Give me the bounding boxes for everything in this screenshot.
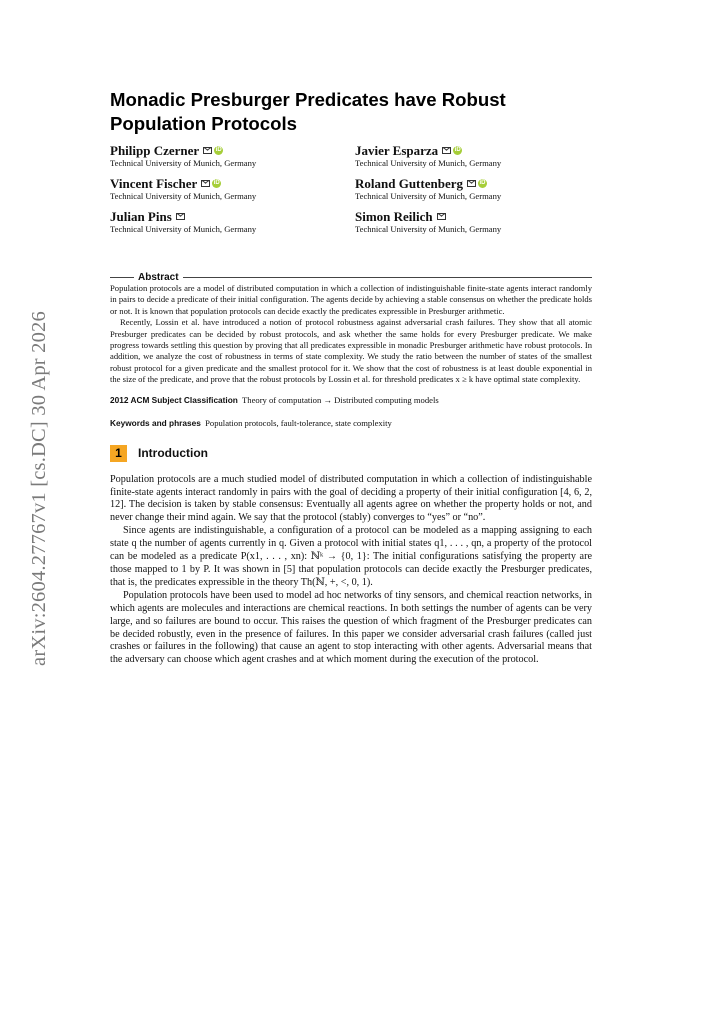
author-name: Philipp Czerner xyxy=(110,143,200,158)
author-name: Vincent Fischer xyxy=(110,176,198,191)
author-entry xyxy=(355,209,595,235)
author-affiliation: Technical University of Munich, Germany xyxy=(110,191,257,201)
acm-classification-label: 2012 ACM Subject Classification xyxy=(110,394,238,405)
mail-icon[interactable] xyxy=(437,213,446,220)
divider xyxy=(110,277,134,278)
abstract xyxy=(110,283,592,386)
author-entry xyxy=(355,176,595,202)
abstract-heading-text: Abstract xyxy=(138,271,179,283)
author-name: Julian Pins xyxy=(110,209,172,224)
author-entry xyxy=(110,209,350,235)
author-name: Javier Esparza xyxy=(355,143,439,158)
keywords-label: Keywords and phrases xyxy=(110,417,201,428)
divider xyxy=(183,277,592,278)
section-heading xyxy=(110,445,592,462)
acm-classification xyxy=(110,395,592,406)
orcid-icon[interactable]: iD xyxy=(479,180,486,186)
author-entry xyxy=(110,143,350,169)
paper-page xyxy=(110,88,592,667)
mail-icon[interactable] xyxy=(442,147,451,154)
arxiv-identifier xyxy=(19,288,59,688)
keywords xyxy=(110,418,592,429)
body-text xyxy=(110,474,592,668)
acm-classification-value: Theory of computation → Distributed computing models xyxy=(242,394,439,405)
abstract-heading xyxy=(110,271,592,283)
section-number: 1 xyxy=(110,445,127,462)
author-affiliation: Technical University of Munich, Germany xyxy=(110,224,257,234)
author-name: Simon Reilich xyxy=(355,209,433,224)
orcid-icon[interactable]: iD xyxy=(213,180,220,186)
section-title: Introduction xyxy=(138,446,208,461)
body-paragraph: Population protocols have been used to model ad hoc networks of tiny sensors, and chemical reaction networks, in which agents are molecules and interactions are chemical reactions. In both settings the number of agents can be very large, and so failures are bound to occur. This raises the question of which fragment of the Presburger predicates can be decided robustly, even in the presence of failures. In this paper we consider adversarial crash failures (called just crashes or failures in the following) that cause an agent to stop interacting with other agents. Adversarial means that the adversary can choose which agent crashes and at which moment during the execution of the protocol. xyxy=(110,589,592,666)
author-affiliation: Technical University of Munich, Germany xyxy=(355,158,502,168)
body-paragraph: Since agents are indistinguishable, a configuration of a protocol can be modeled as a mapping assigning to each state q the number of agents currently in q. Given a protocol with initial states q1, . . . , qn, a property of the protocol can be modeled as a predicate P(x1, . . . , xn): ℕᵏ → {0, 1}: The initial configurations satisfying the property are those mapped to 1 by P. It was shown in [5] that population protocols can decide exactly the Presburger predicates, that is, the predicates expressible in the theory Th(ℕ, +, <, 0, 1). xyxy=(110,525,592,588)
author-entry xyxy=(355,143,595,169)
author-affiliation: Technical University of Munich, Germany xyxy=(355,191,502,201)
body-paragraph: Population protocols are a much studied model of distributed computation in which a collection of indistinguishable finite-state agents interact randomly in pairs with the goal of deciding a property of their initial configuration [4, 6, 2, 12]. The decision is taken by stable consensus: Eventually all agents agree on whether the property holds or not, and never change their mind again. We say that the protocol (stably) converges to “yes” or “no”. xyxy=(110,473,592,524)
author-entry xyxy=(110,176,350,202)
mail-icon[interactable] xyxy=(201,180,210,187)
paper-title: Monadic Presburger Predicates have Robust Population Protocols xyxy=(110,89,506,134)
arxiv-identifier-text: arXiv:2604.27767v1 [cs.DC] 30 Apr 2026 xyxy=(27,310,50,666)
mail-icon[interactable] xyxy=(176,213,185,220)
author-list xyxy=(110,143,592,243)
author-name: Roland Guttenberg xyxy=(355,176,463,191)
orcid-icon[interactable]: iD xyxy=(454,147,461,153)
abstract-paragraph: Population protocols are a model of distributed computation in which a collection of indistinguishable finite-state agents interact randomly in pairs to decide a predicate of their initial configuration. The agents decide by achieving a stable consensus on whether the predicate holds or not. It is known that population protocols can decide exactly the predicates expressible in Presburger arithmetic. xyxy=(110,283,592,316)
author-affiliation: Technical University of Munich, Germany xyxy=(355,224,502,234)
keywords-value: Population protocols, fault-tolerance, state complexity xyxy=(205,417,392,428)
mail-icon[interactable] xyxy=(203,147,212,154)
abstract-paragraph: Recently, Lossin et al. have introduced a notion of protocol robustness against adversarial crash failures. They show that all atomic Presburger predicates can be decided by robust protocols, and ask whether the same holds for every Presburger predicate. We make progress towards settling this question by proving that all predicates expressible in monadic Presburger arithmetic have robust protocols. In addition, we analyze the cost of robustness in terms of state complexity. We study the ratio between the number of states of the smallest robust protocol for a given predicate and the smallest protocol for it. We show that the cost of robustness is at least double exponential in the size of the predicate, and prove that the robust protocols by Lossin et al. for threshold predicates x ≥ k have optimal state complexity. xyxy=(110,317,592,385)
author-affiliation: Technical University of Munich, Germany xyxy=(110,158,257,168)
orcid-icon[interactable]: iD xyxy=(215,147,222,153)
mail-icon[interactable] xyxy=(467,180,476,187)
